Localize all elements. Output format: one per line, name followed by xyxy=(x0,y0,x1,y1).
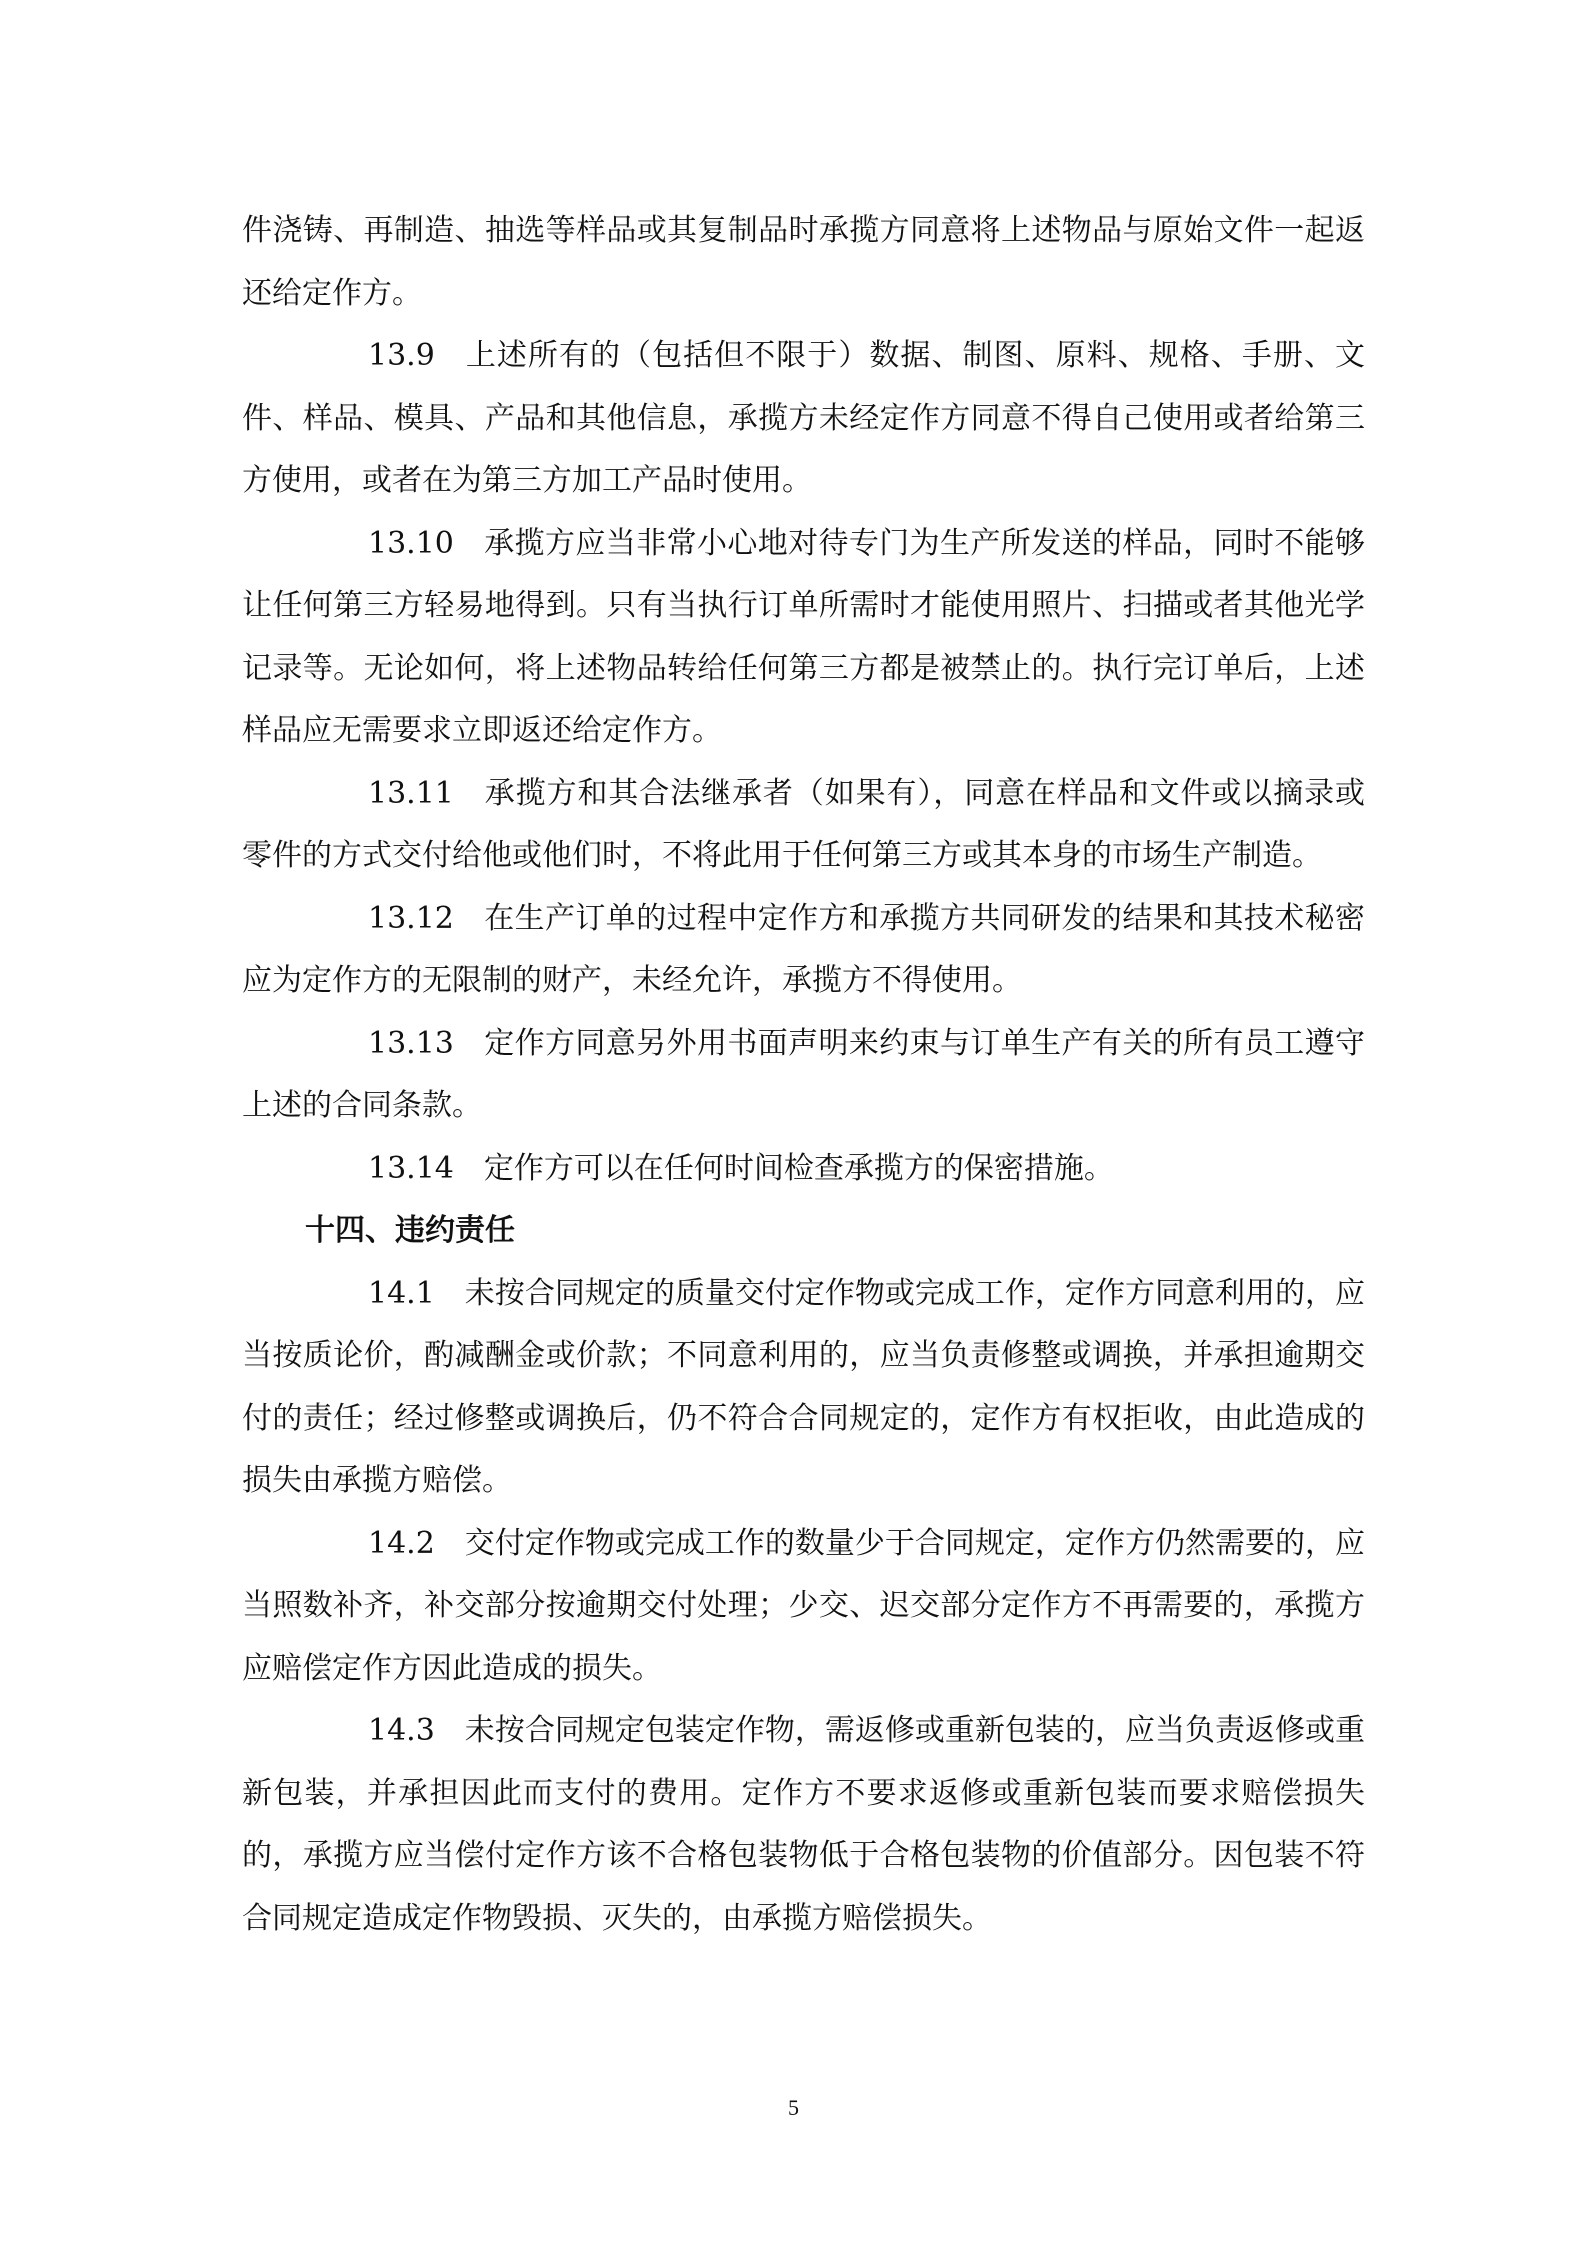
clause-number: 13.14 xyxy=(368,1150,454,1186)
clause-number: 13.11 xyxy=(368,775,454,811)
clause-14-3 xyxy=(242,1700,1365,1950)
clause-text: 承揽方和其合法继承者（如果有），同意在样品和文件或以摘录或零件的方式交付给他或他们时，不将此用于任何第三方或其本身的市场生产制造。 xyxy=(242,775,1365,873)
clause-number: 13.13 xyxy=(368,1025,454,1061)
clause-text: 定作方同意另外用书面声明来约束与订单生产有关的所有员工遵守上述的合同条款。 xyxy=(242,1025,1365,1123)
section-heading: 十四、违约责任 xyxy=(305,1213,515,1248)
clause-14-1 xyxy=(242,1263,1365,1513)
clause-13-12 xyxy=(242,888,1365,1013)
clause-text: 交付定作物或完成工作的数量少于合同规定，定作方仍然需要的，应当照数补齐，补交部分按逾期交付处理；少交、迟交部分定作方不再需要的，承揽方应赔偿定作方因此造成的损失。 xyxy=(242,1525,1365,1686)
clause-number: 13.10 xyxy=(368,525,454,561)
clause-number: 14.3 xyxy=(368,1713,435,1748)
clause-14-2 xyxy=(242,1513,1365,1701)
page-number: 5 xyxy=(788,2095,799,2120)
clause-13-9 xyxy=(242,325,1365,513)
clause-text: 未按合同规定包装定作物，需返修或重新包装的，应当负责返修或重新包装，并承担因此而支付的费用。定作方不要求返修或重新包装而要求赔偿损失的，承揽方应当偿付定作方该不合格包装物低于合格包装物的价值部分。因包装不符合同规定造成定作物毁损、灭失的，由承揽方赔偿损失。 xyxy=(242,1713,1365,1936)
clause-text: 上述所有的（包括但不限于）数据、制图、原料、规格、手册、文件、样品、模具、产品和其他信息，承揽方未经定作方同意不得自己使用或者给第三方使用，或者在为第三方加工产品时使用。 xyxy=(242,338,1365,498)
clause-number: 14.2 xyxy=(368,1525,435,1561)
paragraph-continuation xyxy=(242,200,1365,325)
clause-number: 13.12 xyxy=(368,900,454,936)
clause-text: 未按合同规定的质量交付定作物或完成工作，定作方同意利用的，应当按质论价，酌减酬金或价款；不同意利用的，应当负责修整或调换，并承担逾期交付的责任；经过修整或调换后，仍不符合合同规定的，定作方有权拒收，由此造成的损失由承揽方赔偿。 xyxy=(242,1275,1365,1498)
clause-13-14 xyxy=(242,1138,1365,1201)
clause-number: 14.1 xyxy=(368,1275,435,1311)
document-body xyxy=(242,200,1365,1950)
clause-13-11 xyxy=(242,763,1365,888)
clause-13-13 xyxy=(242,1013,1365,1138)
clause-text: 定作方可以在任何时间检查承揽方的保密措施。 xyxy=(483,1150,1114,1186)
clause-13-10 xyxy=(242,513,1365,763)
clause-number: 13.9 xyxy=(368,338,435,373)
clause-text: 在生产订单的过程中定作方和承揽方共同研发的结果和其技术秘密应为定作方的无限制的财产，未经允许，承揽方不得使用。 xyxy=(242,900,1365,998)
clause-text: 承揽方应当非常小心地对待专门为生产所发送的样品，同时不能够让任何第三方轻易地得到。只有当执行订单所需时才能使用照片、扫描或者其他光学记录等。无论如何，将上述物品转给任何第三方都是被禁止的。执行完订单后，上述样品应无需要求立即返还给定作方。 xyxy=(242,525,1365,748)
paragraph-text: 件浇铸、再制造、抽选等样品或其复制品时承揽方同意将上述物品与原始文件一起返还给定作方。 xyxy=(242,213,1365,311)
